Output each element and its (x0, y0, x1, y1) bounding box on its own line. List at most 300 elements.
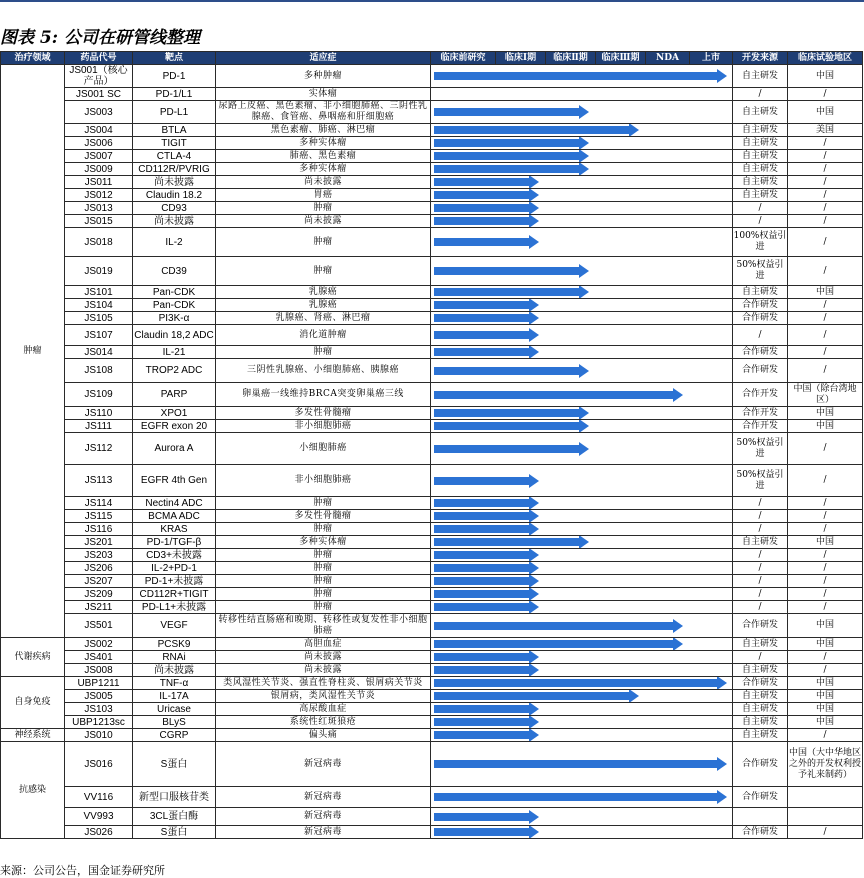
phase-progress-arrow (434, 299, 539, 312)
table-row (1, 150, 863, 163)
trial-region-cell: 美国 (788, 124, 863, 137)
table-row (1, 638, 863, 651)
trial-region-cell (788, 808, 863, 826)
phase-progress-arrow (434, 442, 589, 456)
drug-code-cell: JS110 (65, 407, 133, 420)
development-source-cell: / (733, 588, 788, 601)
phase-bar-cell (431, 325, 733, 346)
target-cell: 尚未披露 (133, 664, 216, 677)
drug-code-cell: JS026 (65, 826, 133, 839)
trial-region-cell: / (788, 497, 863, 510)
drug-code-cell: JS008 (65, 664, 133, 677)
phase-bar-cell (431, 729, 733, 742)
indication-cell: 肿瘤 (216, 549, 431, 562)
development-source-cell: / (733, 215, 788, 228)
header-cell: 临床Ⅰ期 (496, 52, 546, 65)
phase-bar-cell (431, 497, 733, 510)
target-cell: Nectin4 ADC (133, 497, 216, 510)
phase-bar-cell (431, 65, 733, 88)
development-source-cell: 自主研发 (733, 163, 788, 176)
header-cell: NDA (646, 52, 690, 65)
phase-progress-arrow (434, 150, 589, 163)
indication-cell: 系统性红斑狼疮 (216, 716, 431, 729)
phase-progress-arrow (434, 690, 639, 703)
phase-progress-arrow (434, 105, 589, 119)
table-row (1, 651, 863, 664)
phase-progress-arrow (434, 215, 539, 228)
target-cell: IL-21 (133, 346, 216, 359)
development-source-cell: 自主研发 (733, 124, 788, 137)
trial-region-cell: 中国 (788, 677, 863, 690)
indication-cell: 多种实体瘤 (216, 163, 431, 176)
table-row (1, 742, 863, 787)
development-source-cell: 合作研发 (733, 346, 788, 359)
phase-progress-arrow (434, 638, 683, 651)
table-row (1, 549, 863, 562)
phase-progress-arrow (434, 536, 589, 549)
trial-region-cell: / (788, 651, 863, 664)
phase-bar-cell (431, 176, 733, 189)
drug-code-cell: JS116 (65, 523, 133, 536)
indication-cell: 肿瘤 (216, 228, 431, 257)
phase-bar-cell (431, 601, 733, 614)
indication-cell: 小细胞肺癌 (216, 433, 431, 465)
development-source-cell: 自主研发 (733, 536, 788, 549)
table-row (1, 325, 863, 346)
development-source-cell: 自主研发 (733, 690, 788, 703)
table-row (1, 690, 863, 703)
phase-bar-cell (431, 137, 733, 150)
drug-code-cell: JS019 (65, 257, 133, 286)
indication-cell: 三阴性乳腺癌、小细胞肺癌、胰腺癌 (216, 359, 431, 383)
drug-code-cell: JS501 (65, 614, 133, 638)
development-source-cell: / (733, 549, 788, 562)
target-cell: PD-1/L1 (133, 88, 216, 101)
indication-cell: 高胆血症 (216, 638, 431, 651)
target-cell: BCMA ADC (133, 510, 216, 523)
phase-bar-cell (431, 690, 733, 703)
trial-region-cell: 中国 (788, 407, 863, 420)
phase-bar-cell (431, 651, 733, 664)
drug-code-cell: JS012 (65, 189, 133, 202)
target-cell: 3CL蛋白酶 (133, 808, 216, 826)
target-cell: CD39 (133, 257, 216, 286)
table-row (1, 523, 863, 536)
indication-cell: 尚未披露 (216, 664, 431, 677)
phase-bar-cell (431, 359, 733, 383)
trial-region-cell: 中国 (788, 420, 863, 433)
table-row (1, 202, 863, 215)
target-cell: PCSK9 (133, 638, 216, 651)
table-row (1, 588, 863, 601)
indication-cell: 尚未披露 (216, 215, 431, 228)
phase-bar-cell (431, 677, 733, 690)
drug-code-cell: VV116 (65, 787, 133, 808)
trial-region-cell: / (788, 137, 863, 150)
phase-progress-arrow (434, 575, 539, 588)
phase-progress-arrow (434, 328, 539, 342)
phase-bar-cell (431, 742, 733, 787)
phase-progress-arrow (434, 523, 539, 536)
table-row (1, 677, 863, 690)
trial-region-cell: / (788, 549, 863, 562)
target-cell: BLyS (133, 716, 216, 729)
table-row (1, 189, 863, 202)
phase-progress-arrow (434, 137, 589, 150)
phase-progress-arrow (434, 664, 539, 677)
header-cell: 上市 (690, 52, 733, 65)
target-cell: TROP2 ADC (133, 359, 216, 383)
target-cell: KRAS (133, 523, 216, 536)
phase-progress-arrow (434, 286, 589, 299)
development-source-cell: 合作开发 (733, 420, 788, 433)
drug-code-cell: JS006 (65, 137, 133, 150)
indication-cell: 黑色素瘤、肺癌、淋巴瘤 (216, 124, 431, 137)
table-row (1, 124, 863, 137)
indication-cell: 肿瘤 (216, 588, 431, 601)
phase-progress-arrow (434, 729, 539, 742)
phase-progress-arrow (434, 69, 727, 83)
development-source-cell: 合作研发 (733, 742, 788, 787)
development-source-cell: 自主研发 (733, 638, 788, 651)
target-cell: Aurora A (133, 433, 216, 465)
table-row (1, 383, 863, 407)
development-source-cell: 自主研发 (733, 716, 788, 729)
drug-code-cell: JS105 (65, 312, 133, 325)
trial-region-cell: / (788, 826, 863, 839)
development-source-cell: 合作开发 (733, 383, 788, 407)
table-row (1, 215, 863, 228)
development-source-cell: 合作研发 (733, 299, 788, 312)
target-cell: 尚未披露 (133, 176, 216, 189)
indication-cell: 肿瘤 (216, 202, 431, 215)
development-source-cell: / (733, 497, 788, 510)
drug-code-cell: UBP1213sc (65, 716, 133, 729)
table-row (1, 808, 863, 826)
table-row (1, 497, 863, 510)
header-row (1, 52, 863, 65)
indication-cell: 尚未披露 (216, 651, 431, 664)
development-source-cell (733, 808, 788, 826)
drug-code-cell: JS004 (65, 124, 133, 137)
therapeutic-area-cell: 神经系统 (1, 729, 65, 742)
drug-code-cell: JS018 (65, 228, 133, 257)
phase-bar-cell (431, 312, 733, 325)
target-cell: 新型口服核苷类 (133, 787, 216, 808)
trial-region-cell: / (788, 359, 863, 383)
phase-bar-cell (431, 664, 733, 677)
phase-bar-cell (431, 703, 733, 716)
phase-progress-arrow (434, 420, 589, 433)
trial-region-cell: 中国 (788, 286, 863, 299)
development-source-cell: / (733, 510, 788, 523)
indication-cell: 肺癌、黑色素瘤 (216, 150, 431, 163)
indication-cell: 肿瘤 (216, 523, 431, 536)
trial-region-cell: 中国 (788, 101, 863, 124)
table-row (1, 176, 863, 189)
drug-code-cell: JS108 (65, 359, 133, 383)
target-cell: TNF-α (133, 677, 216, 690)
phase-bar-cell (431, 433, 733, 465)
development-source-cell: 自主研发 (733, 137, 788, 150)
trial-region-cell: 中国 (788, 614, 863, 638)
indication-cell: 类风湿性关节炎、强直性脊柱炎、银屑病关节炎 (216, 677, 431, 690)
table-row (1, 420, 863, 433)
phase-progress-arrow (434, 651, 539, 664)
target-cell: PD-L1 (133, 101, 216, 124)
target-cell: TIGIT (133, 137, 216, 150)
target-cell: XPO1 (133, 407, 216, 420)
header-cell: 临床试验地区 (788, 52, 863, 65)
trial-region-cell: 中国 (788, 65, 863, 88)
phase-progress-arrow (434, 703, 539, 716)
target-cell: PD-1 (133, 65, 216, 88)
indication-cell: 转移性结直肠癌和晚期、转移性或复发性非小细胞肺癌 (216, 614, 431, 638)
target-cell: PD-1/TGF-β (133, 536, 216, 549)
target-cell: CTLA-4 (133, 150, 216, 163)
development-source-cell: 合作研发 (733, 359, 788, 383)
therapeutic-area-cell: 肿瘤 (1, 65, 65, 638)
target-cell: Claudin 18.2 (133, 189, 216, 202)
phase-bar-cell (431, 787, 733, 808)
drug-code-cell: JS113 (65, 465, 133, 497)
phase-progress-arrow (434, 235, 539, 249)
trial-region-cell (788, 787, 863, 808)
trial-region-cell: / (788, 510, 863, 523)
target-cell: Pan-CDK (133, 299, 216, 312)
indication-cell: 多种实体瘤 (216, 536, 431, 549)
source-note: 来源：公司公告，国金证券研究所 (0, 864, 165, 877)
indication-cell: 多发性骨髓瘤 (216, 407, 431, 420)
development-source-cell: 50%权益引进 (733, 257, 788, 286)
pipeline-body (1, 65, 863, 839)
drug-code-cell: JS201 (65, 536, 133, 549)
indication-cell: 肿瘤 (216, 346, 431, 359)
drug-code-cell: JS016 (65, 742, 133, 787)
trial-region-cell: / (788, 346, 863, 359)
trial-region-cell: / (788, 433, 863, 465)
phase-progress-arrow (434, 510, 539, 523)
development-source-cell: 合作研发 (733, 312, 788, 325)
development-source-cell: / (733, 575, 788, 588)
target-cell: EGFR exon 20 (133, 420, 216, 433)
drug-code-cell: JS115 (65, 510, 133, 523)
development-source-cell: 自主研发 (733, 189, 788, 202)
drug-code-cell: JS001（核心产品） (65, 65, 133, 88)
table-row (1, 65, 863, 88)
phase-progress-arrow (434, 407, 589, 420)
table-row (1, 359, 863, 383)
development-source-cell: / (733, 523, 788, 536)
drug-code-cell: JS203 (65, 549, 133, 562)
drug-code-cell: JS104 (65, 299, 133, 312)
indication-cell: 新冠病毒 (216, 808, 431, 826)
development-source-cell: 合作研发 (733, 614, 788, 638)
phase-bar-cell (431, 588, 733, 601)
target-cell: CD112R+TIGIT (133, 588, 216, 601)
phase-bar-cell (431, 407, 733, 420)
trial-region-cell: / (788, 215, 863, 228)
development-source-cell: 自主研发 (733, 703, 788, 716)
trial-region-cell: / (788, 189, 863, 202)
phase-bar-cell (431, 536, 733, 549)
trial-region-cell: / (788, 150, 863, 163)
table-row (1, 137, 863, 150)
indication-cell: 实体瘤 (216, 88, 431, 101)
drug-code-cell: JS109 (65, 383, 133, 407)
trial-region-cell: / (788, 575, 863, 588)
table-row (1, 286, 863, 299)
phase-progress-arrow (434, 562, 539, 575)
therapeutic-area-cell: 代谢疾病 (1, 638, 65, 677)
trial-region-cell: / (788, 299, 863, 312)
phase-progress-arrow (434, 176, 539, 189)
indication-cell: 多种实体瘤 (216, 137, 431, 150)
development-source-cell: / (733, 325, 788, 346)
phase-bar-cell (431, 299, 733, 312)
table-row (1, 510, 863, 523)
header-cell: 靶点 (133, 52, 216, 65)
phase-bar-cell (431, 383, 733, 407)
table-row (1, 826, 863, 839)
drug-code-cell: JS111 (65, 420, 133, 433)
trial-region-cell: 中国 (788, 638, 863, 651)
phase-progress-arrow (434, 810, 539, 824)
development-source-cell: 自主研发 (733, 65, 788, 88)
target-cell: IL-2+PD-1 (133, 562, 216, 575)
development-source-cell: 自主研发 (733, 729, 788, 742)
indication-cell: 卵巢癌一线维持BRCA突变卵巢癌三线 (216, 383, 431, 407)
drug-code-cell: JS010 (65, 729, 133, 742)
drug-code-cell: JS003 (65, 101, 133, 124)
phase-progress-arrow (434, 549, 539, 562)
phase-bar-cell (431, 716, 733, 729)
drug-code-cell: JS207 (65, 575, 133, 588)
table-row (1, 299, 863, 312)
trial-region-cell: 中国 (788, 690, 863, 703)
phase-bar-cell (431, 523, 733, 536)
table-row (1, 536, 863, 549)
indication-cell: 乳腺癌、肾癌、淋巴瘤 (216, 312, 431, 325)
header-cell: 适应症 (216, 52, 431, 65)
phase-progress-arrow (434, 163, 589, 176)
target-cell: CGRP (133, 729, 216, 742)
indication-cell: 乳腺癌 (216, 286, 431, 299)
indication-cell: 胃癌 (216, 189, 431, 202)
table-row (1, 614, 863, 638)
indication-cell: 乳腺癌 (216, 299, 431, 312)
target-cell: PD-1+未披露 (133, 575, 216, 588)
trial-region-cell: / (788, 588, 863, 601)
drug-code-cell: UBP1211 (65, 677, 133, 690)
development-source-cell: 自主研发 (733, 176, 788, 189)
phase-bar-cell (431, 549, 733, 562)
trial-region-cell: 中国 (788, 536, 863, 549)
indication-cell: 肿瘤 (216, 601, 431, 614)
development-source-cell: 自主研发 (733, 664, 788, 677)
phase-bar-cell (431, 562, 733, 575)
trial-region-cell: / (788, 312, 863, 325)
drug-code-cell: JS209 (65, 588, 133, 601)
top-rule (0, 0, 864, 2)
drug-code-cell: JS401 (65, 651, 133, 664)
trial-region-cell: 中国 (788, 703, 863, 716)
target-cell: IL-17A (133, 690, 216, 703)
development-source-cell: / (733, 562, 788, 575)
target-cell: BTLA (133, 124, 216, 137)
target-cell: IL-2 (133, 228, 216, 257)
phase-bar-cell (431, 163, 733, 176)
drug-code-cell: JS013 (65, 202, 133, 215)
indication-cell: 非小细胞肺癌 (216, 420, 431, 433)
indication-cell: 新冠病毒 (216, 826, 431, 839)
target-cell: RNAi (133, 651, 216, 664)
phase-bar-cell (431, 257, 733, 286)
indication-cell: 肿瘤 (216, 562, 431, 575)
figure-title: 图表 5: 公司在研管线整理 (0, 28, 200, 48)
phase-bar-cell (431, 614, 733, 638)
target-cell: Uricase (133, 703, 216, 716)
target-cell: CD112R/PVRIG (133, 163, 216, 176)
indication-cell: 非小细胞肺癌 (216, 465, 431, 497)
table-row (1, 88, 863, 101)
header-cell: 治疗领域 (1, 52, 65, 65)
drug-code-cell: JS011 (65, 176, 133, 189)
phase-bar-cell (431, 228, 733, 257)
table-row (1, 575, 863, 588)
trial-region-cell: / (788, 465, 863, 497)
drug-code-cell: JS009 (65, 163, 133, 176)
target-cell: EGFR 4th Gen (133, 465, 216, 497)
phase-bar-cell (431, 88, 733, 101)
trial-region-cell: / (788, 664, 863, 677)
trial-region-cell: / (788, 228, 863, 257)
phase-progress-arrow (434, 312, 539, 325)
indication-cell: 高尿酸血症 (216, 703, 431, 716)
trial-region-cell: / (788, 325, 863, 346)
development-source-cell: 50%权益引进 (733, 433, 788, 465)
phase-bar-cell (431, 346, 733, 359)
target-cell: S蛋白 (133, 742, 216, 787)
phase-progress-arrow (434, 601, 539, 614)
table-row (1, 703, 863, 716)
trial-region-cell: / (788, 257, 863, 286)
indication-cell: 新冠病毒 (216, 787, 431, 808)
table-row (1, 101, 863, 124)
drug-code-cell: JS211 (65, 601, 133, 614)
phase-bar-cell (431, 465, 733, 497)
indication-cell: 银屑病，类风湿性关节炎 (216, 690, 431, 703)
indication-cell: 肿瘤 (216, 575, 431, 588)
drug-code-cell: JS206 (65, 562, 133, 575)
table-row (1, 465, 863, 497)
drug-code-cell: JS101 (65, 286, 133, 299)
drug-code-cell: JS001 SC (65, 88, 133, 101)
indication-cell: 偏头痛 (216, 729, 431, 742)
phase-progress-arrow (434, 346, 539, 359)
development-source-cell: 100%权益引进 (733, 228, 788, 257)
phase-bar-cell (431, 420, 733, 433)
trial-region-cell: / (788, 729, 863, 742)
therapeutic-area-cell: 自身免疫 (1, 677, 65, 729)
phase-bar-cell (431, 575, 733, 588)
development-source-cell: 合作研发 (733, 826, 788, 839)
target-cell: CD93 (133, 202, 216, 215)
drug-code-cell: VV993 (65, 808, 133, 826)
phase-progress-arrow (434, 677, 727, 690)
table-row (1, 716, 863, 729)
table-row (1, 346, 863, 359)
